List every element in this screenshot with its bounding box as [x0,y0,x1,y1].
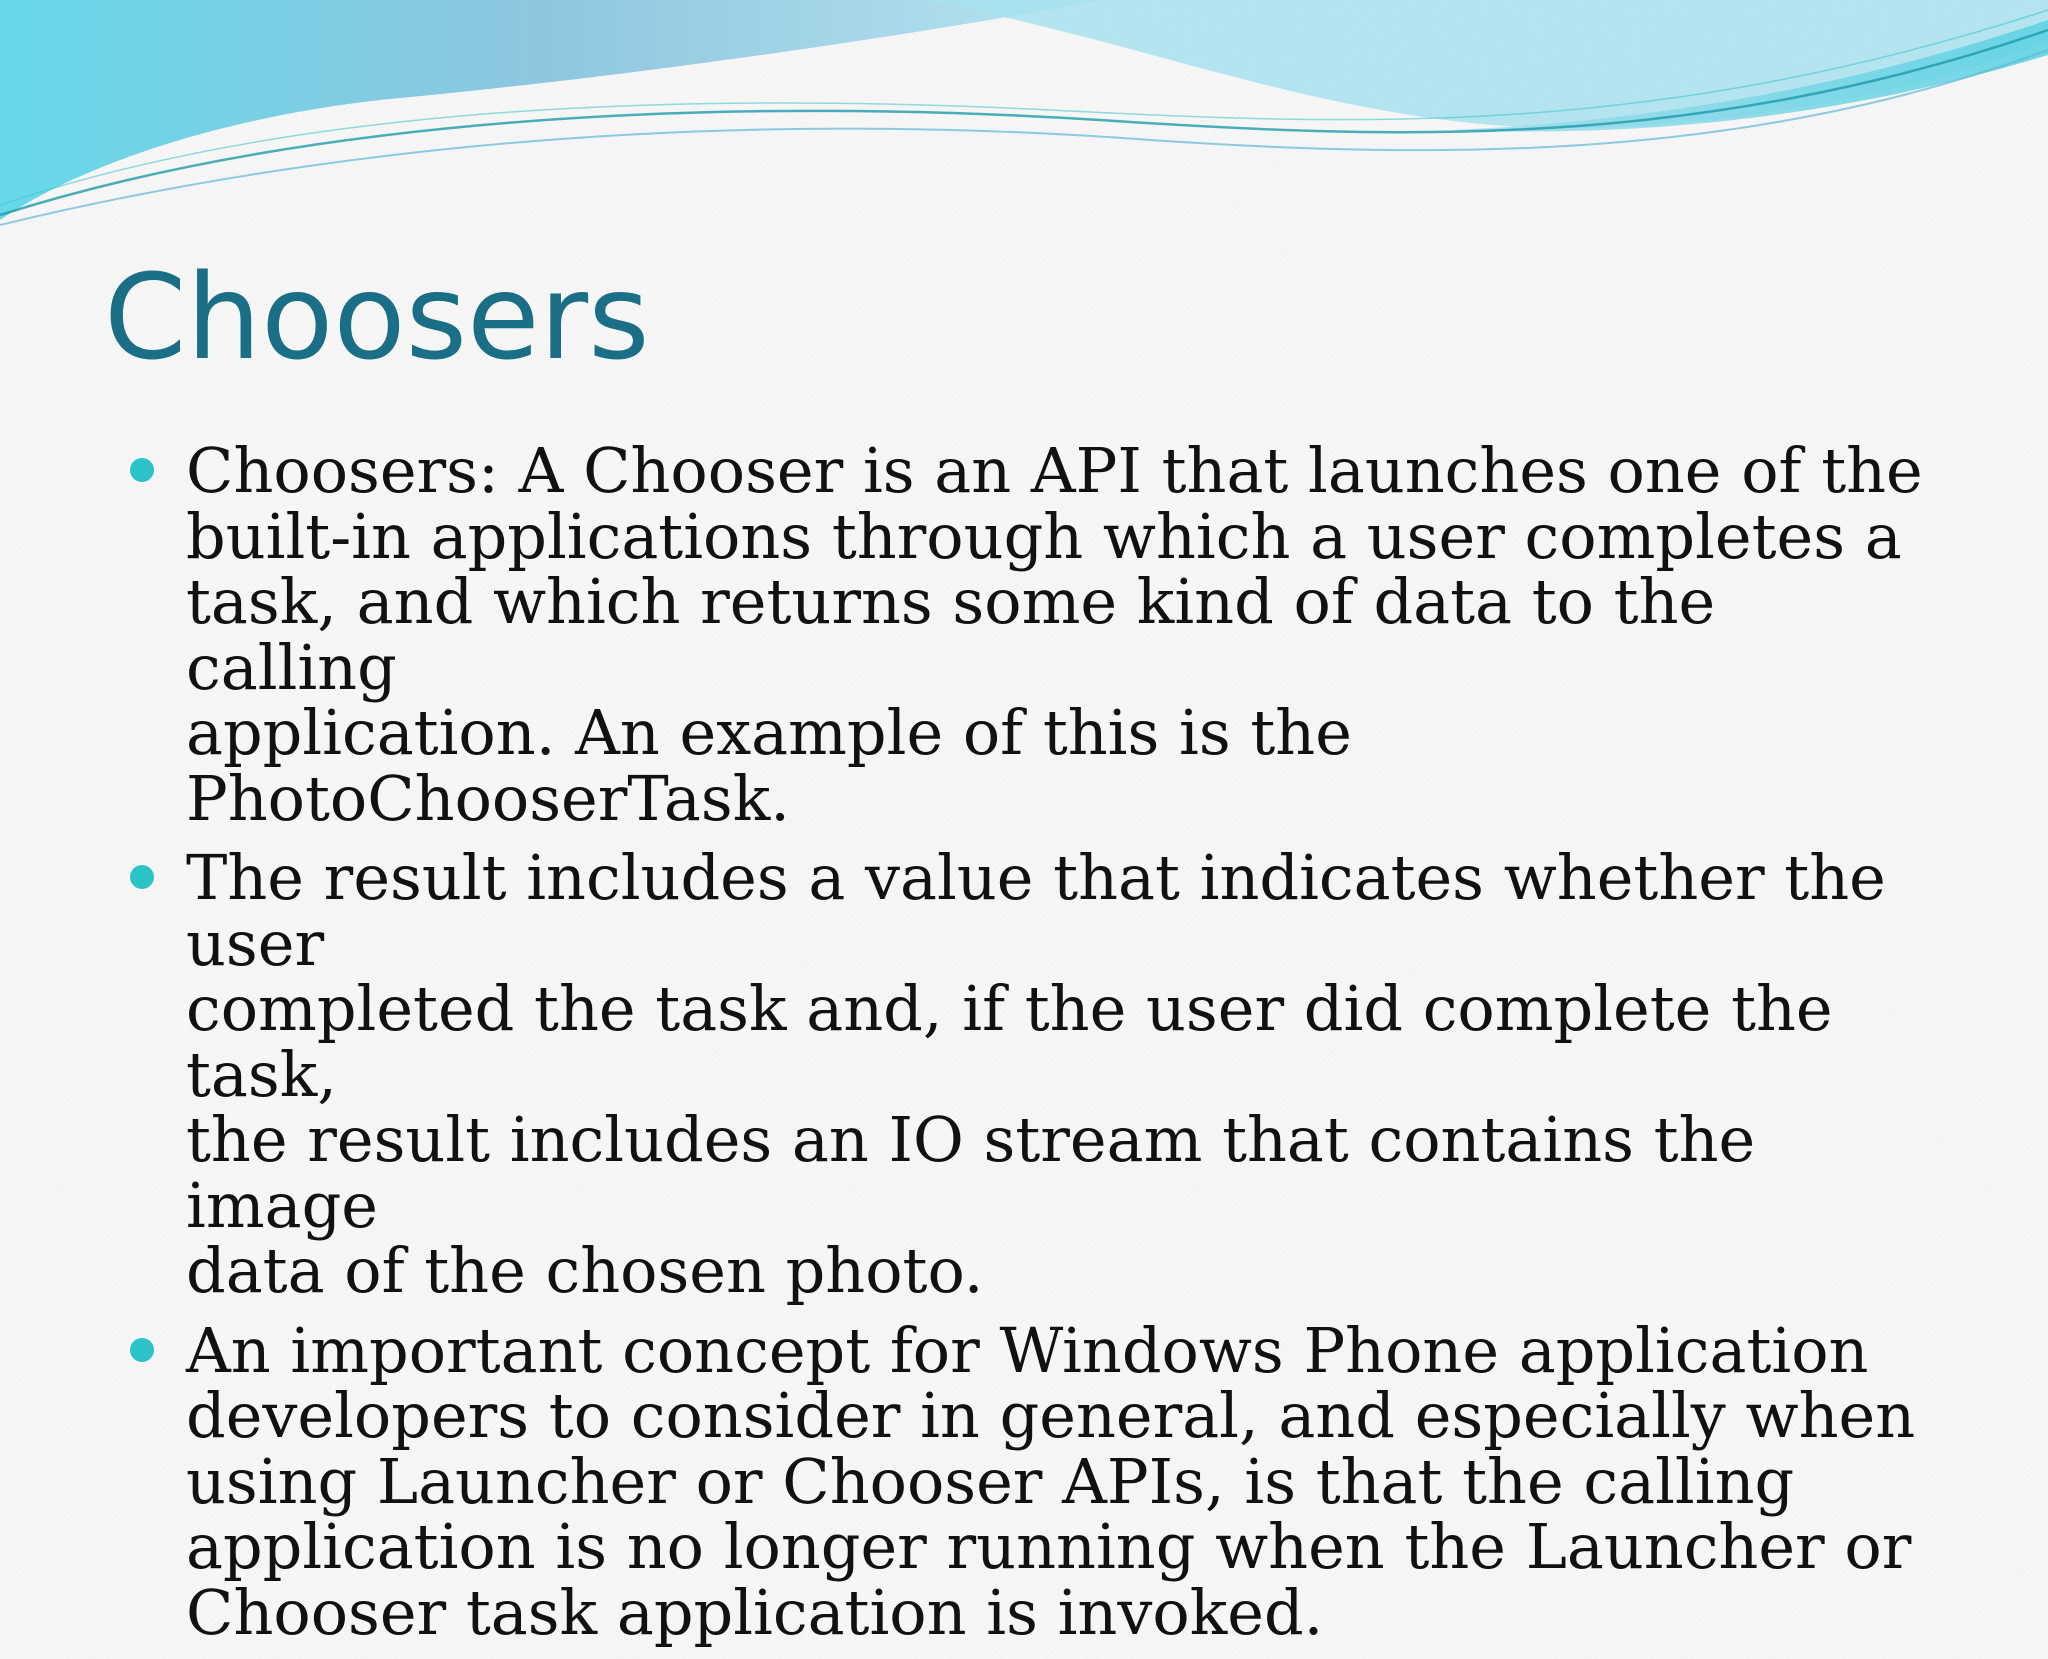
slide-title: Choosers [104,248,650,386]
bullet-line: the result includes an IO stream that contains the image [186,1103,1756,1242]
bullet-line: Choosers: A Chooser is an API that launches one of the [186,434,1923,507]
bullet-dot-icon [130,1338,154,1362]
bullet-line: developers to consider in general, and especially when [186,1379,1916,1452]
bullet-line: built-in applications through which a user completes a [186,499,1902,573]
bullet-line: Chooser task application is invoked. [186,1575,1324,1649]
bullet-line: task, and which returns some kind of data to the calling [186,565,1716,704]
bullet-item [126,434,1926,835]
bullet-line: An important concept for Windows Phone application [186,1313,1869,1387]
bullet-dot-icon [130,865,154,889]
bullet-line: The result includes a value that indicates whether the user [186,841,1886,980]
bullet-line: data of the chosen photo. [186,1234,984,1307]
bullet-line: application is no longer running when the Launcher or [186,1510,1912,1583]
bullet-item [126,841,1926,1307]
header-wave-decoration [0,0,2048,240]
bullet-line: using Launcher or Chooser APIs, is that the calling [186,1444,1795,1518]
bullet-item [126,1313,1926,1649]
bullet-list [126,434,1926,1659]
bullet-dot-icon [130,458,154,482]
bullet-line: completed the task and, if the user did complete the task, [186,972,1833,1111]
bullet-line: application. An example of this is the PhotoChooserTask. [186,696,1352,835]
